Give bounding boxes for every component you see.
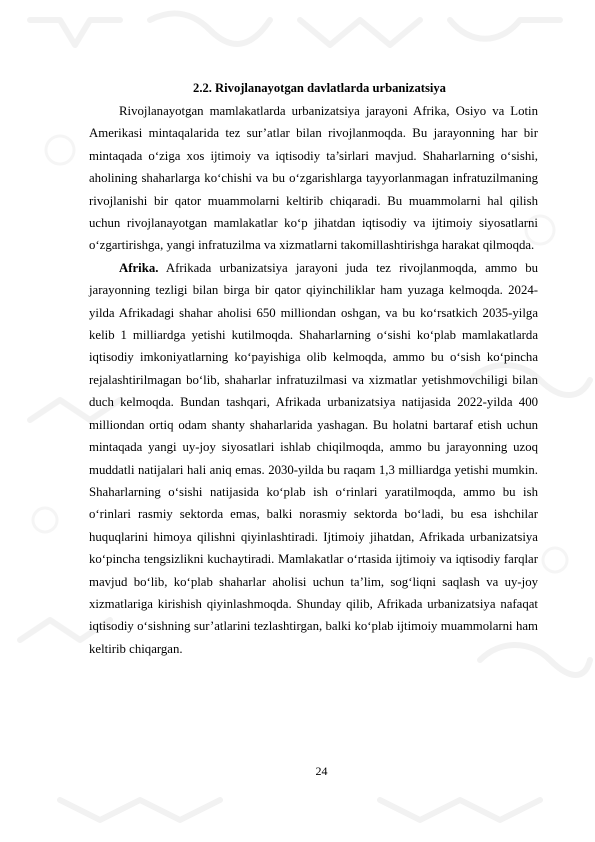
page-number: 24 <box>315 764 328 778</box>
intro-paragraph: Rivojlanayotgan mamlakatlarda urbanizatsiya jarayoni Afrika, Osiyo va Lotin Amerikasi mintaqalarida tez sur’atlar bilan rivojlanmoqda. Bu jarayonning har bir mintaqada o‘ziga xos ijtimoiy va iqtisodiy ta’sirlari mavjud. Shaharlarning o‘sishi, aholining shaharlarga ko‘chishi va bu o‘zgarishlarga tayyorlanmagan infratuzilmaning rivojlanishi bir qator muammolarni keltirib chiqaradi. Bu muammolarni hal qilish uchun rivojlanayotgan mamlakatlar ko‘p jihatdan iqtisodiy va ijtimoiy siyosatlarni o‘zgartirishga, yangi infratuzilma va xizmatlarni takomillashtirishga harakat qilmoqda. <box>89 104 538 253</box>
africa-paragraph <box>89 257 538 660</box>
africa-paragraph-text: Afrikada urbanizatsiya jarayoni juda tez rivojlanmoqda, ammo bu jarayonning tezligi bilan birga bir qator qiyinchiliklar ham yuzaga kelmoqda. 2024-yilda Afrikadagi shahar aholisi 650 milliondan oshgan, va bu ko‘rsatkich 2035-yilga kelib 1 milliardga yetishi kutilmoqda. Shaharlarning o‘sishi ko‘plab mamlakatlarda iqtisodiy imkoniyatlarning ko‘payishiga olib kelmoqda, ammo bu o‘sish ko‘pincha rejalashtirilmagan bo‘lib, shaharlar infratuzilmasi va xizmatlar yetishmovchiligi bilan duch kelmoqda. Bundan tashqari, Afrikada urbanizatsiya natijasida 2022-yilda 400 milliondan ortiq odam shanty shaharlarida yashagan. Bu holatni bartaraf etish uchun mintaqada yangi uy-joy siyosatlari ishlab chiqilmoqda, ammo bu jarayonning uzoq muddatli natijalari hali aniq emas. 2030-yilda bu raqam 1,3 milliardga yetishi mumkin. Shaharlarning o‘sishi natijasida ko‘plab ish o‘rinlari yaratilmoqda, ammo bu ish o‘rinlari rasmiy sektorda emas, balki norasmiy sektorda bo‘ladi, bu esa ishchilar huquqlarini himoya qilishni qiyinlashtiradi. Ijtimoiy jihatdan, Afrikada urbanizatsiya ko‘pincha tengsizlikni kuchaytiradi. Mamlakatlar o‘rtasida ijtimoiy va iqtisodiy farqlar mavjud bo‘lib, ko‘plab shaharlar aholisi uchun ta’lim, sog‘liqni saqlash va uy-joy xizmatlariga kirishish qiyinlashmoqda. Shunday qilib, Afrikada urbanizatsiya nafaqat iqtisodiy o‘sishning sur’atlarini tezlashtirgan, balki ko‘plab ijtimoiy muammolarni ham keltirib chiqargan. <box>89 260 538 656</box>
section-heading: 2.2. Rivojlanayotgan davlatlarda urbanizatsiya <box>193 81 446 95</box>
document-body <box>89 79 538 660</box>
africa-lead: Afrika. <box>119 260 159 275</box>
